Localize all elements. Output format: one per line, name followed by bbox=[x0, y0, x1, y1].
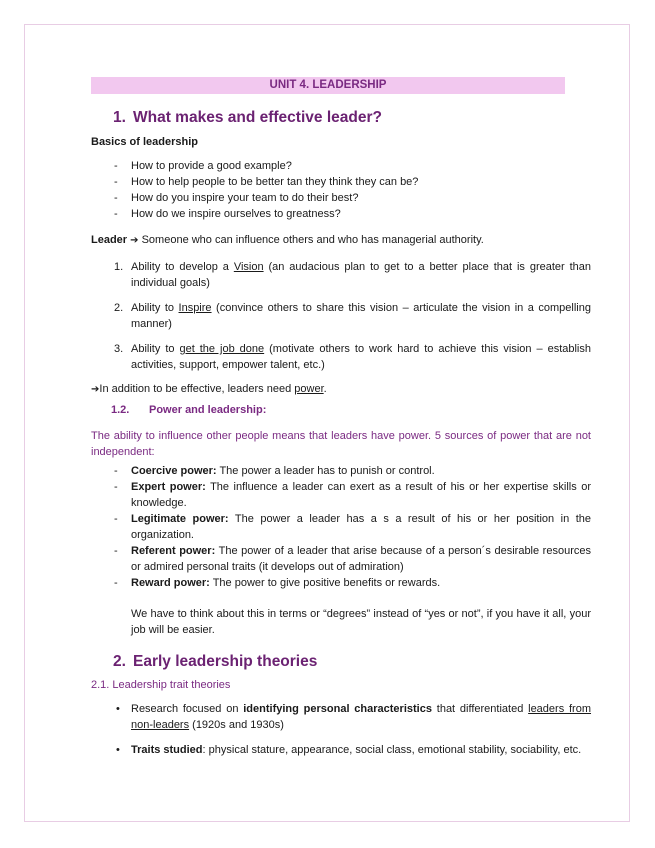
list-item: - Reward power: The power to give positive benefits or rewards. bbox=[114, 577, 441, 589]
section2-number: 2. bbox=[113, 653, 126, 670]
dash-marker: - bbox=[114, 481, 118, 493]
power-subheading bbox=[91, 402, 591, 418]
dash-marker: - bbox=[114, 577, 118, 589]
job-done-term: get the job done bbox=[179, 343, 265, 355]
list-item: - How do you inspire your team to do their best? bbox=[114, 192, 359, 204]
page-content bbox=[91, 77, 591, 767]
leader-definition bbox=[91, 232, 591, 249]
arrow-icon: ➔ bbox=[91, 384, 100, 395]
list-item: 2. Ability to Inspire (convince others to share this vision – articulate the vision in a compelling manner) bbox=[114, 302, 591, 330]
dash-marker: - bbox=[114, 160, 118, 172]
list-item: - How to help people to be better tan they think they can be? bbox=[114, 176, 419, 188]
basics-list bbox=[91, 158, 591, 222]
arrow-icon: ➔ bbox=[130, 235, 139, 246]
list-item: • Traits studied: physical stature, appearance, social class, emotional stability, sociability, etc. bbox=[116, 744, 582, 756]
dash-marker: - bbox=[114, 545, 118, 557]
trait-theories-list bbox=[91, 701, 591, 758]
addition-note: ➔In addition to be effective, leaders need power. bbox=[91, 383, 327, 395]
section1-heading bbox=[91, 108, 591, 128]
degrees-note: We have to think about this in terms or “degrees” instead of “yes or not”, if you have it all, your job will be easier. bbox=[131, 608, 591, 636]
list-item: • Research focused on identifying personal characteristics that differentiated leaders from non-leaders (1920s and 1930s) bbox=[116, 703, 592, 731]
trait-theories-subheading: 2.1. Leadership trait theories bbox=[91, 679, 231, 691]
list-item: - How to provide a good example? bbox=[114, 160, 292, 172]
section1-number: 1. bbox=[113, 109, 126, 126]
leader-label: Leader bbox=[91, 234, 128, 246]
dash-marker: - bbox=[114, 208, 118, 220]
power-subheading-title: Power and leadership: bbox=[149, 404, 267, 416]
dash-marker: - bbox=[114, 513, 118, 525]
basics-heading: Basics of leadership bbox=[91, 136, 198, 148]
leader-definition-text: Someone who can influence others and who has managerial authority. bbox=[141, 234, 484, 246]
list-item: 3. Ability to get the job done (motivate others to work hard to achieve this vision – establish activities, support, empower talent, etc.) bbox=[114, 343, 591, 371]
dash-marker: - bbox=[114, 176, 118, 188]
unit-title-banner: UNIT 4. LEADERSHIP bbox=[91, 77, 565, 94]
vision-term: Vision bbox=[233, 261, 264, 273]
power-subheading-number: 1.2. bbox=[111, 404, 130, 416]
list-item: 1. Ability to develop a Vision (an audacious plan to get to a better place that is greater than individual goals) bbox=[114, 261, 592, 289]
power-intro: The ability to influence other people means that leaders have power. 5 sources of power that are not independent: bbox=[91, 430, 591, 458]
power-sources-list bbox=[91, 463, 591, 591]
bullet-marker: • bbox=[116, 703, 120, 715]
dash-marker: - bbox=[114, 465, 118, 477]
list-item: - How do we inspire ourselves to greatness? bbox=[114, 208, 341, 220]
section1-title: What makes and effective leader? bbox=[133, 109, 382, 126]
list-item: - Expert power: The influence a leader can exert as a result of his or her expertise skills or knowledge. bbox=[114, 481, 591, 509]
abilities-list bbox=[91, 259, 591, 373]
document-page bbox=[24, 24, 630, 822]
list-item: - Coercive power: The power a leader has to punish or control. bbox=[114, 465, 435, 477]
section2-title: Early leadership theories bbox=[133, 653, 318, 670]
list-item: - Legitimate power: The power a leader has a s a result of his or her position in the organization. bbox=[114, 513, 591, 541]
inspire-term: Inspire bbox=[178, 302, 212, 314]
dash-marker: - bbox=[114, 192, 118, 204]
list-item: - Referent power: The power of a leader that arise because of a person´s desirable resources or admired personal traits (it develops out of admiration) bbox=[114, 545, 591, 573]
power-term: power bbox=[294, 383, 324, 395]
bullet-marker: • bbox=[116, 744, 120, 756]
section2-heading bbox=[91, 652, 591, 672]
